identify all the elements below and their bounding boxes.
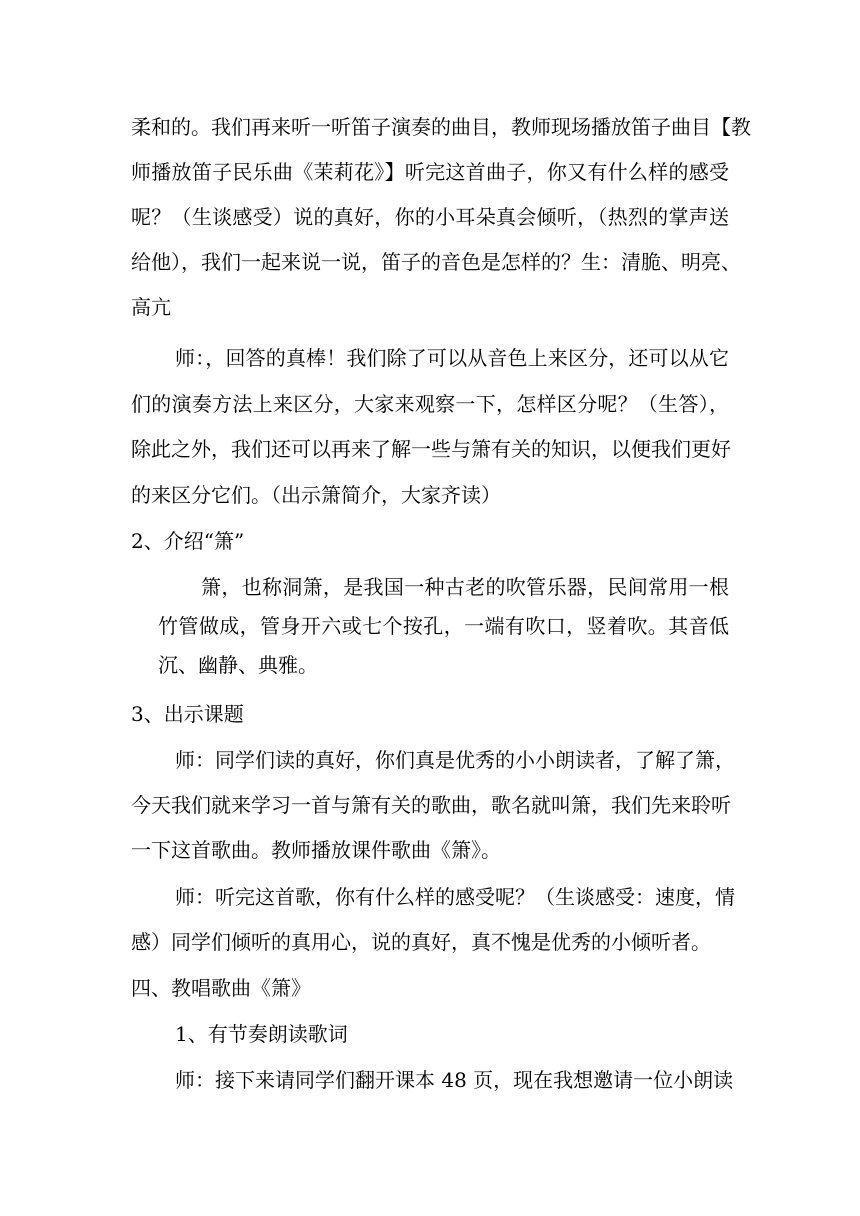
text-line: 感）同学们倾听的真用心，说的真好，真不愧是优秀的小倾听者。 bbox=[131, 930, 711, 954]
section-heading: 2、介绍“箫” bbox=[131, 529, 245, 553]
text-line: 高亢 bbox=[131, 295, 171, 319]
section-heading: 3、出示课题 bbox=[131, 702, 244, 726]
text-line: 一下这首歌曲。教师播放课件歌曲《箫》。 bbox=[131, 838, 501, 862]
text-line: 给他），我们一起来说一说，笛子的音色是怎样的？生：清脆、明亮、 bbox=[131, 250, 741, 274]
text-line: 竹管做成，管身开六或七个按孔，一端有吹口，竖着吹。其音低 bbox=[158, 614, 729, 638]
text-line: 柔和的。我们再来听一听笛子演奏的曲目，教师现场播放笛子曲目【教 bbox=[131, 115, 751, 139]
text-line: 师：同学们读的真好，你们真是优秀的小小朗读者，了解了箫， bbox=[175, 748, 735, 772]
text-line: 沉、幽静、典雅。 bbox=[158, 653, 318, 677]
text-line: 箫，也称洞箫，是我国一种古老的吹管乐器，民间常用一根 bbox=[201, 575, 729, 599]
text-line: 师：听完这首歌，你有什么样的感受呢？（生谈感受：速度，情 bbox=[175, 885, 735, 909]
text-line: 师：接下来请同学们翻开课本 48 页，现在我想邀请一位小朗读 bbox=[175, 1068, 734, 1092]
text-line: 师播放笛子民乐曲《茉莉花》】听完这首曲子，你又有什么样的感受 bbox=[131, 160, 729, 184]
text-line: 除此之外，我们还可以再来了解一些与箫有关的知识，以便我们更好 bbox=[131, 437, 731, 461]
subsection-heading: 1、有节奏朗读歌词 bbox=[175, 1022, 348, 1046]
section-heading: 四、教唱歌曲《箫》 bbox=[131, 976, 311, 1000]
text-line: 们的演奏方法上来区分，大家来观察一下，怎样区分呢？（生答）， bbox=[131, 392, 729, 416]
text-line: 呢？（生谈感受）说的真好，你的小耳朵真会倾听，（热烈的掌声送 bbox=[131, 205, 729, 229]
text-line: 今天我们就来学习一首与箫有关的歌曲，歌名就叫箫，我们先来聆听 bbox=[131, 793, 731, 817]
text-line: 师：，回答的真棒！我们除了可以从音色上来区分，还可以从它 bbox=[175, 346, 729, 370]
text-line: 的来区分它们。（出示箫简介，大家齐读） bbox=[131, 483, 501, 507]
